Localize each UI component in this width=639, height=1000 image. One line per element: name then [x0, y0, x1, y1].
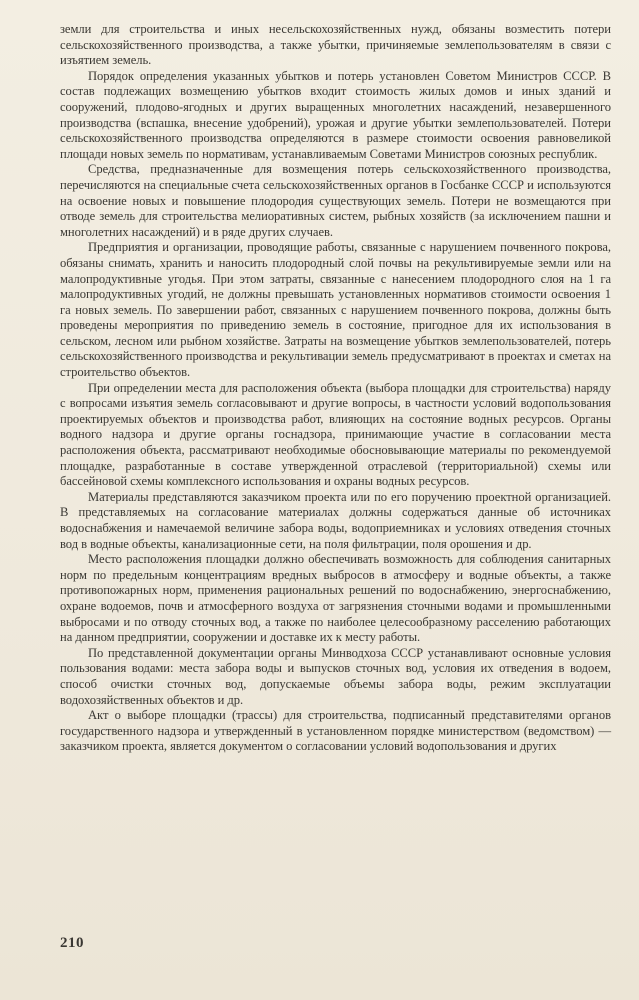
paragraph-2: Порядок определения указанных убытков и потерь установлен Советом Министров СССР. В состав подлежащих возмещению убытков входит стоимость жилых домов и иных зданий и сооружений, плодово-ягодных и других выращенных многолетних насаждений, незавершенного производства (вспашка, внесение удобрений), урожая и другие убытки землепользователей. Потери сельскохозяйственного производства определяются в размере стоимости освоения равновеликой площади новых земель по нормативам, устанавливаемым Советами Министров союзных республик.: [60, 68, 611, 161]
paragraph-7: Место расположения площадки должно обеспечивать возможность для соблюдения санитарных норм по предельным концентрациям вредных выбросов в атмосферу и водные объекты, а также противопожарных норм, применения рациональных решений по водоснабжению, энергоснабжению, охране водоемов, почв и атмосферного воздуха от загрязнения сточными водами и промышленными выбросами и по отводу сточных вод, а также по наиболее целесообразному расселению работающих на данном предприятии, сооружении и доставке их к месту работы.: [60, 552, 611, 645]
text-body: [60, 22, 611, 755]
paragraph-1: земли для строительства и иных несельскохозяйственных нужд, обязаны возместить потери сельскохозяйственного производства, а также убытки, причиняемые землепользователям в связи с изъятием земель.: [60, 22, 611, 68]
page-number: 210: [60, 935, 84, 951]
paragraph-6: Материалы представляются заказчиком проекта или по его поручению проектной организацией. В представляемых на согласование материалах должны содержаться данные об источниках водоснабжения и намечаемой величине забора воды, водоприемниках и условиях отведения сточных вод в водные объекты, канализационные сети, на поля фильтрации, поля орошения и др.: [60, 489, 611, 551]
paragraph-9: Акт о выборе площадки (трассы) для строительства, подписанный представителями органов государственного надзора и утвержденный в установленном порядке министерством (ведомством) — заказчиком проекта, является документом о согласовании условий водопользования и других: [60, 708, 611, 754]
paragraph-4: Предприятия и организации, проводящие работы, связанные с нарушением почвенного покрова, обязаны снимать, хранить и наносить плодородный слой почвы на рекультивируемые земли или на малопродуктивные угодья. При этом затраты, связанные с нанесением плодородного слоя на 1 га малопродуктивных угодий, не должны превышать установленных нормативов стоимости освоения 1 га новых земель. По завершении работ, связанных с нарушением почвенного покрова, должны быть проведены мероприятия по приведению земель в состояние, пригодное для их использования в сельском, лесном или рыбном хозяйстве. Затраты на возмещение убытков землепользователей, потерь сельскохозяйственного производства и рекультивации земель предусматривают в проектах и сметах на строительство объектов.: [60, 240, 611, 380]
paragraph-3: Средства, предназначенные для возмещения потерь сельскохозяйственного производства, перечисляются на специальные счета сельскохозяйственных органов в Госбанке СССР и используются на освоение новых и повышение плодородия существующих земель. Потери не возмещаются при отводе земель для строительства мелиоративных систем, рыбных хозяйств (за исключением пашни и многолетних насаждений) и в ряде других случаев.: [60, 162, 611, 239]
paragraph-8: По представленной документации органы Минводхоза СССР устанавливают основные условия пользования водами: места забора воды и выпусков сточных вод, условия их отведения в водоем, способ очистки сточных вод, допускаемые объемы забора воды, режим эксплуатации водохозяйственных объектов и др.: [60, 645, 611, 707]
paragraph-5: При определении места для расположения объекта (выбора площадки для строительства) наряду с вопросами изъятия земель согласовывают и другие вопросы, в частности условий водопользования проектируемых объектов и производства работ, влияющих на состояние водных ресурсов. Органы водного надзора и другие органы госнадзора, принимающие участие в согласовании места расположения объекта, рассматривают необходимые обосновывающие материалы по рекомендуемой площадке, разработанные в составе утвержденной отраслевой (территориальной) схемы или бассейновой схемы комплексного использования и охраны водных ресурсов.: [60, 380, 611, 489]
